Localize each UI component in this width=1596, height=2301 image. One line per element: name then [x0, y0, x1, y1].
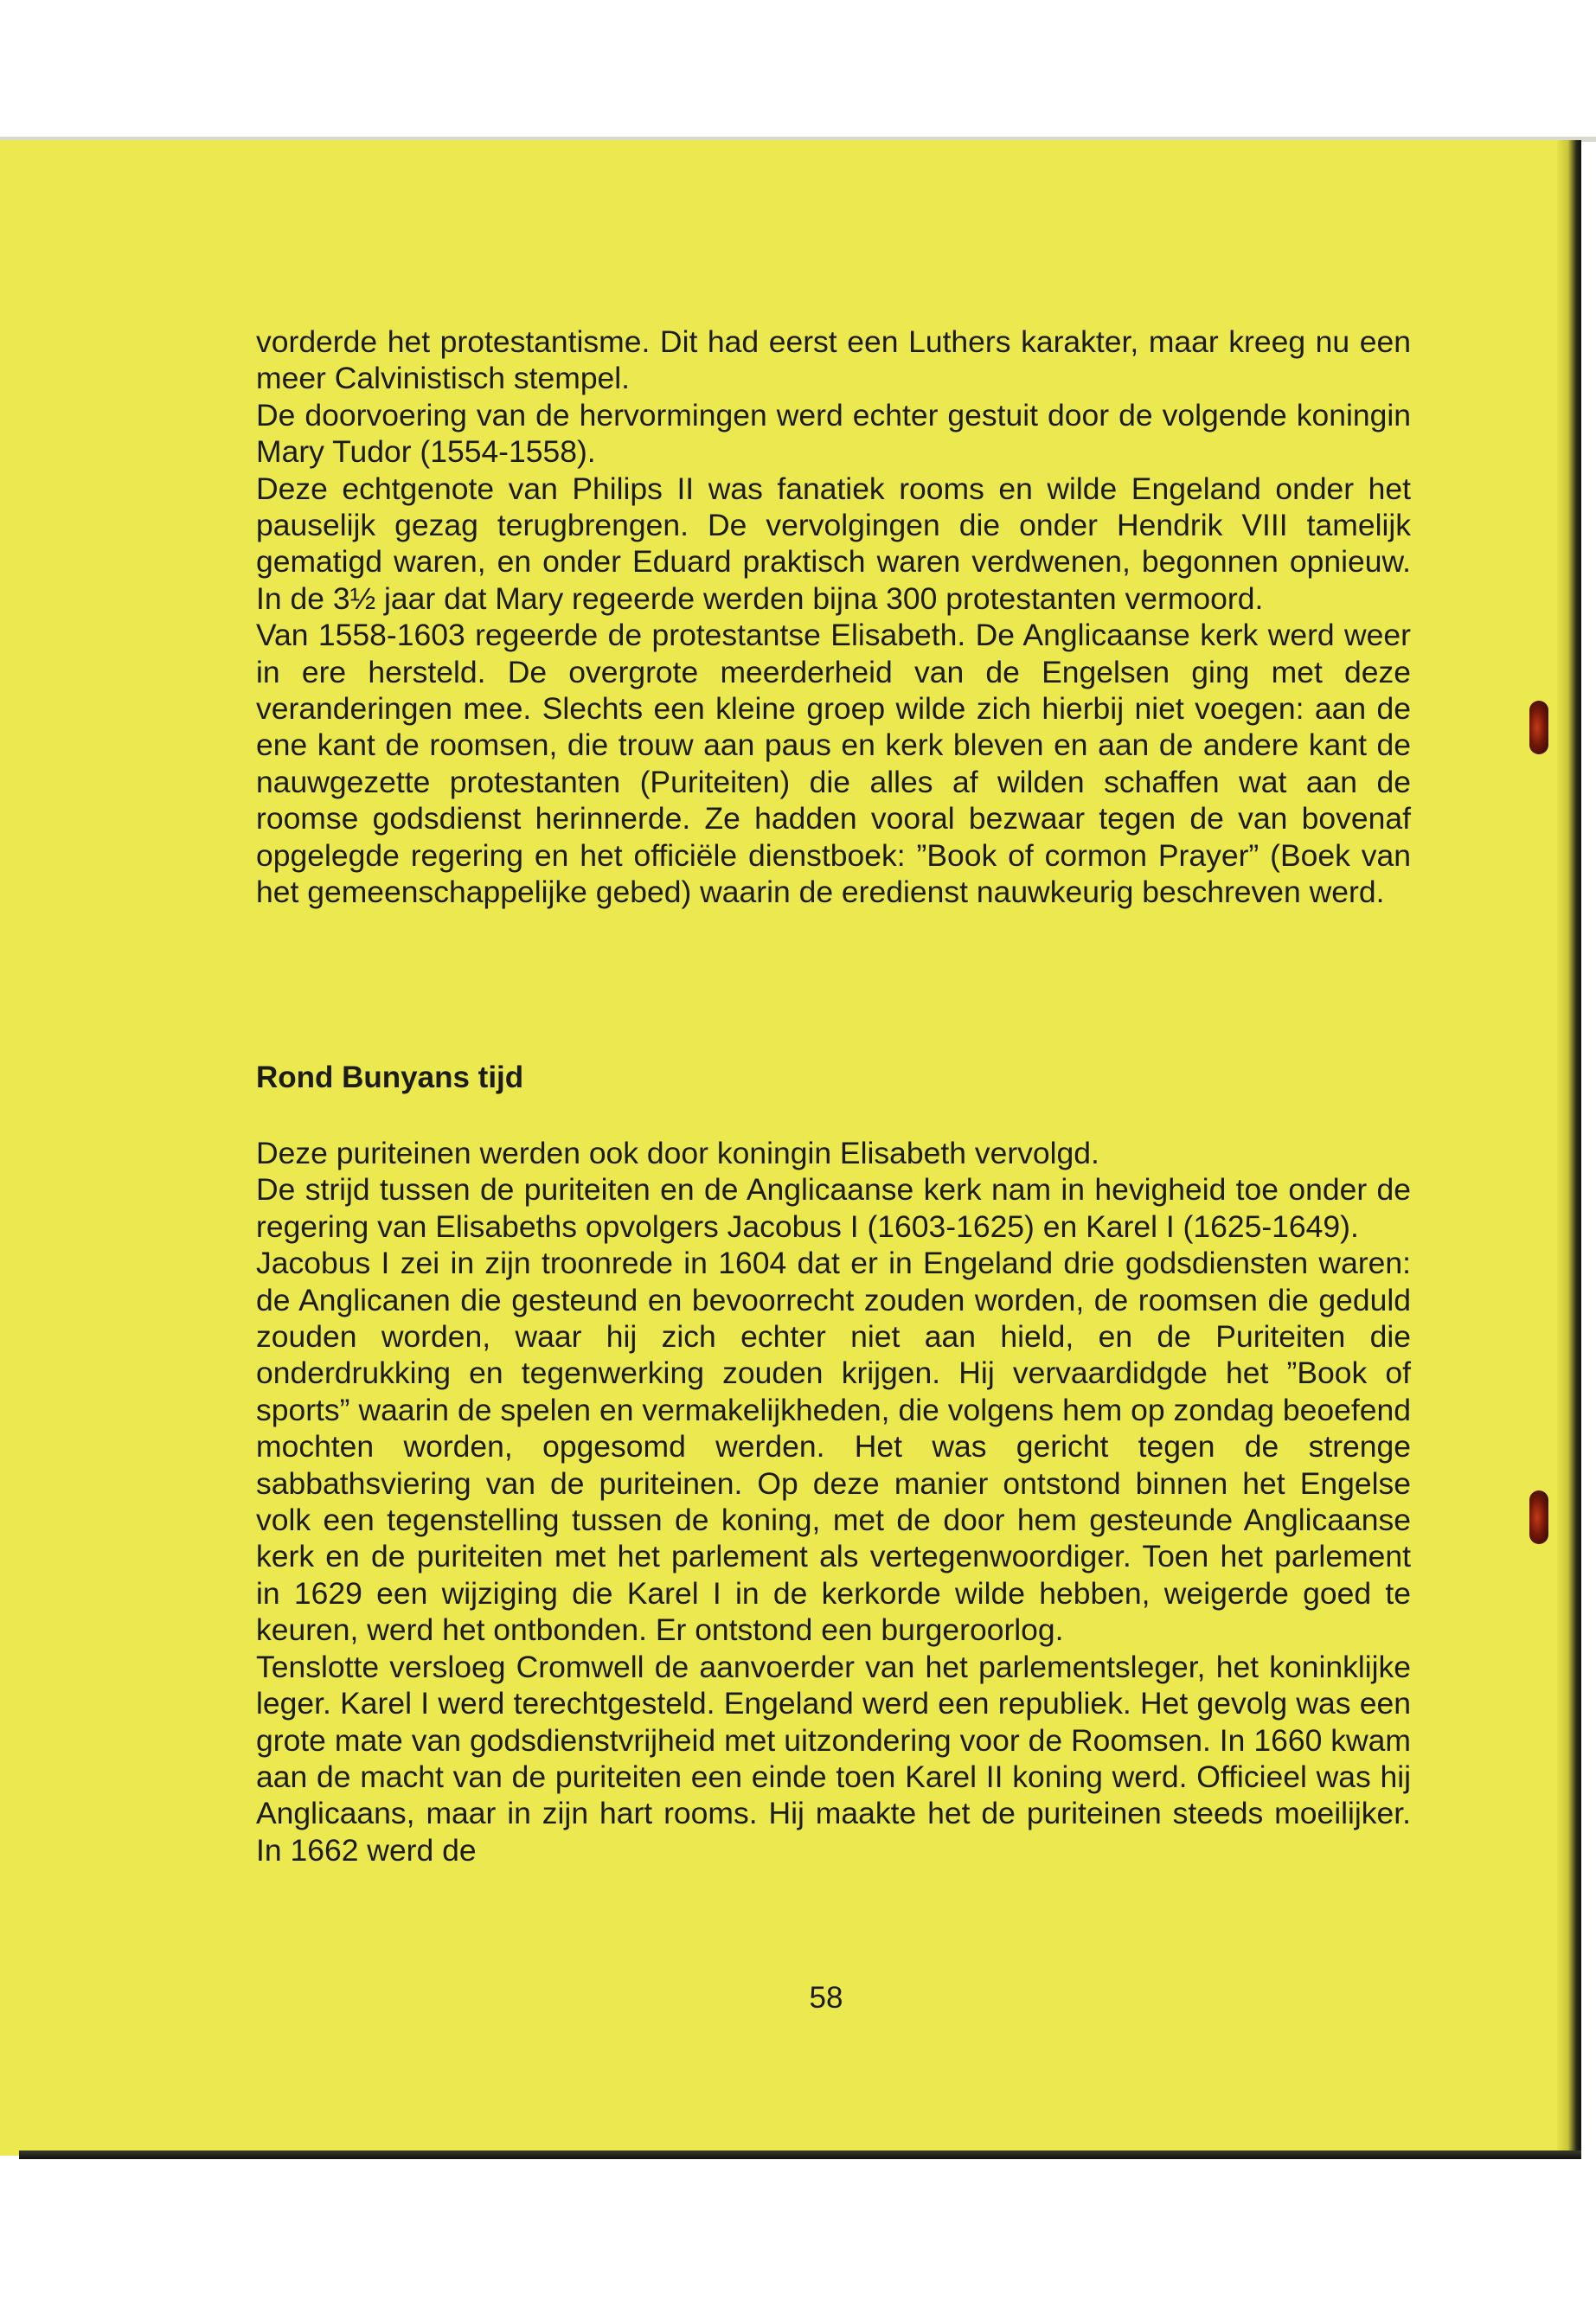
binder-hole-top [1529, 701, 1548, 754]
paragraph: De strijd tussen de puriteiten en de Anglicaanse kerk nam in hevigheid toe onder de regering van Elisabeths opvolgers Jacobus I (1603-1625) en Karel I (1625-1649). [256, 1172, 1411, 1244]
page-bottom-shadow [19, 2150, 1581, 2159]
binder-hole-bottom [1529, 1490, 1548, 1544]
paragraph: vorderde het protestantisme. Dit had eerst een Luthers karakter, maar kreeg nu een meer Calvinistisch stempel. [256, 324, 1411, 396]
paragraph: Van 1558-1603 regeerde de protestantse Elisabeth. De Anglicaanse kerk werd weer in ere hersteld. De overgrote meerderheid van de Engelsen ging met deze veranderingen mee. Slechts een kleine groep wilde zich hierbij niet voegen: aan de ene kant de roomsen, die trouw aan paus en kerk bleven en aan de andere kant de nauwgezette protestanten (Puriteiten) die alles af wilden schaffen wat aan de roomse godsdienst herinnerde. Ze hadden vooral bezwaar tegen de van bovenaf opgelegde regering en het officiële dienstboek: ”Book of cormon Prayer” (Boek van het gemeenschappelijke gebed) waarin de eredienst nauwkeurig beschreven werd. [256, 618, 1411, 910]
page-edge-shadow [1557, 140, 1581, 2156]
paragraph: Jacobus I zei in zijn troonrede in 1604 dat er in Engeland drie godsdiensten waren: de Anglicanen die gesteund en bevoorrecht zouden worden, de roomsen die geduld zouden worden, waar hij zich echter niet aan hield, en de Puriteiten die onderdrukking en tegenwerking zouden krijgen. Hij vervaardidgde het ”Book of sports” waarin de spelen en vermakelijkheden, die volgens hem op zondag beoefend mochten worden, opgesomd werden. Het was gericht tegen de strenge sabbathsviering van de puriteinen. Op deze manier ontstond binnen het Engelse volk een tegenstelling tussen de koning, met de door hem gesteunde Anglicaanse kerk en de puriteiten met het parlement als vertegenwoordiger. Toen het parlement in 1629 een wijziging die Karel I in de kerkorde wilde hebben, weigerde goed te keuren, werd het ontbonden. Er ontstond een burgeroorlog. [256, 1246, 1411, 1648]
paragraph: De doorvoering van de hervormingen werd echter gestuit door de volgende koningin Mary Tudor (1554-1558). [256, 397, 1411, 470]
paragraph: Deze puriteinen werden ook door koningin Elisabeth vervolgd. [256, 1136, 1099, 1170]
paragraph: Tenslotte versloeg Cromwell de aanvoerder van het parlementsleger, het koninklijke leger. Karel I werd terechtgesteld. Engeland werd een republiek. Het gevolg was een grote mate van godsdienstvrijheid met uitzondering voor de Roomsen. In 1660 kwam aan de macht van de puriteiten een einde toen Karel II koning werd. Officieel was hij Anglicaans, maar in zijn hart rooms. Hij maakte het de puriteinen steeds moeilijker. In 1662 werd de [256, 1649, 1411, 1868]
paragraph: Deze echtgenote van Philips II was fanatiek rooms en wilde Engeland onder het pauselijk gezag terugbrengen. De vervolgingen die onder Hendrik VIII tamelijk gematigd waren, en onder Eduard praktisch waren verdwenen, begonnen opnieuw. In de 3½ jaar dat Mary regeerde werden bijna 300 protestanten vermoord. [256, 471, 1411, 616]
section-heading: Rond Bunyans tijd [256, 1061, 524, 1094]
text-block-reformation [256, 324, 1411, 911]
page-number: 58 [809, 1981, 843, 2015]
text-block-bunyan-era [256, 1135, 1411, 1868]
